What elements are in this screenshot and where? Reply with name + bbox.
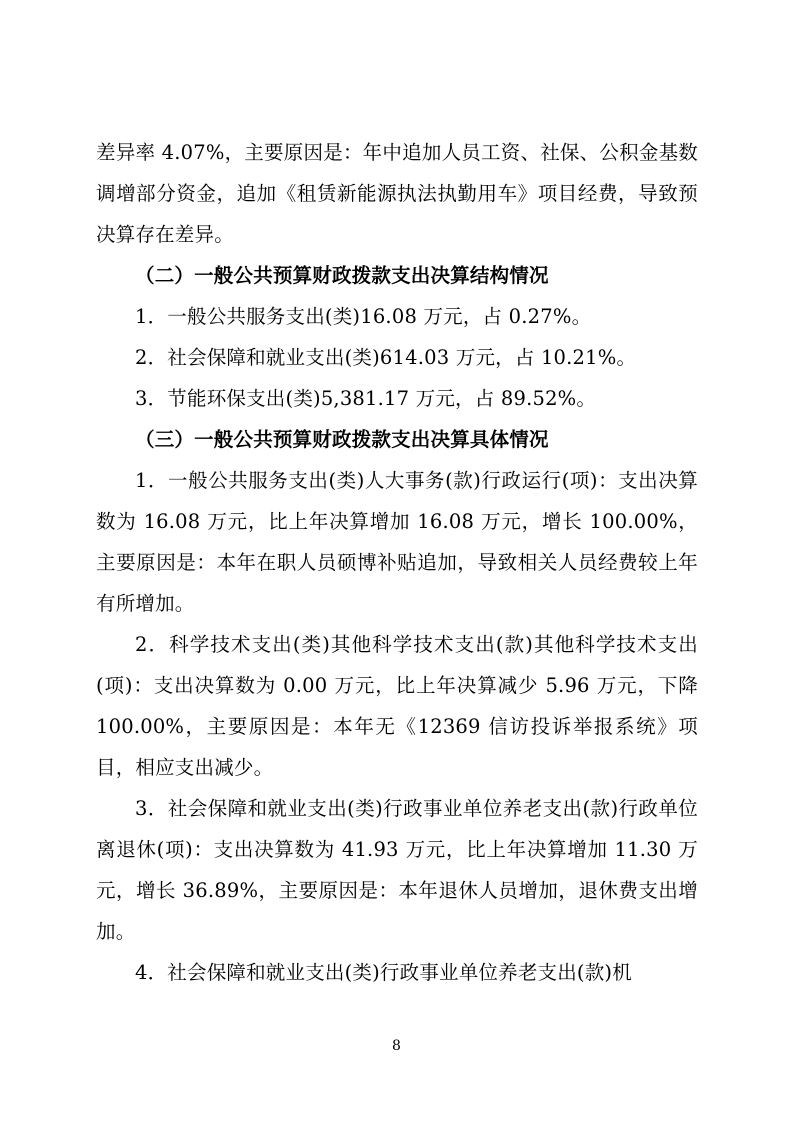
- list-item-energy-conservation: 3．节能环保支出(类)5,381.17 万元，占 89.52%。: [135, 387, 597, 410]
- detail-item-1: 1．一般公共服务支出(类)人大事务(款)行政运行(项)：支出决算数为 16.08 万元，比上年决算增加 16.08 万元，增长 100.00%，主要原因是：本年在职人员硕博补贴追加，导致相关人员经费较上年有所增加。: [96, 469, 698, 615]
- heading-expenditure-structure: （二）一般公共预算财政拨款支出决算结构情况: [135, 264, 549, 287]
- detail-item-3: 3．社会保障和就业支出(类)行政事业单位养老支出(款)行政单位离退休(项)：支出决算数为 41.93 万元，比上年决算增加 11.30 万元，增长 36.89%，主要原因是：本年退休人员增加，退休费支出增加。: [96, 797, 698, 943]
- document-body: [96, 132, 698, 993]
- detail-item-4: 4．社会保障和就业支出(类)行政事业单位养老支出(款)机: [135, 961, 632, 984]
- list-item-social-security: 2．社会保障和就业支出(类)614.03 万元，占 10.21%。: [135, 346, 637, 369]
- heading-expenditure-details: （三）一般公共预算财政拨款支出决算具体情况: [135, 428, 549, 451]
- page-number: 8: [392, 1038, 401, 1054]
- paragraph-difference-rate: 差异率 4.07%，主要原因是：年中追加人员工资、社保、公积金基数调增部分资金，追加《租赁新能源执法执勤用车》项目经费，导致预决算存在差异。: [96, 141, 698, 246]
- list-item-general-public-service: 1．一般公共服务支出(类)16.08 万元，占 0.27%。: [135, 305, 592, 328]
- detail-item-2: 2．科学技术支出(类)其他科学技术支出(款)其他科学技术支出(项)：支出决算数为 0.00 万元，比上年决算减少 5.96 万元，下降 100.00%，主要原因是：本年无《12369 信访投诉举报系统》项目，相应支出减少。: [96, 633, 698, 779]
